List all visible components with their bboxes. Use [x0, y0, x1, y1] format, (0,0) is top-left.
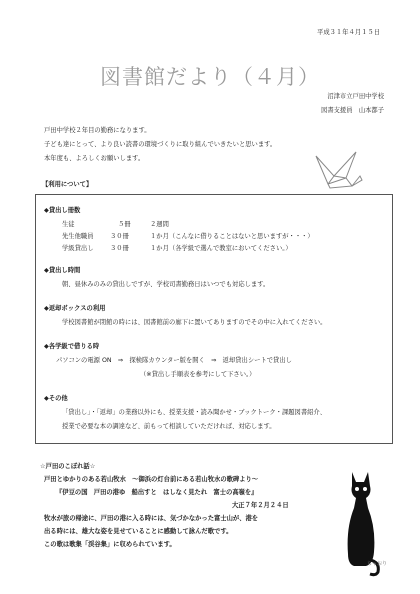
- intro-line-2: 子ども達にとって、より良い読書の環境づくりに取り組んでいきたいと思います。: [44, 141, 277, 148]
- author-name: 図書支援員 山本都子: [321, 107, 384, 114]
- loan-period: ２週間: [150, 221, 169, 228]
- intro-line-3: 本年度も、よろしくお願いします。: [44, 155, 145, 162]
- paper-crane-icon: [308, 146, 368, 196]
- story-line-4: 牧水が旅の帰途に、戸田の港に入る時には、気づかなかった富士山が、港を: [44, 515, 259, 522]
- story-line-5: 出る時には、雄大な姿を見せていることに感動して詠んだ歌です。: [44, 528, 233, 535]
- loan-count: ３０冊: [110, 233, 129, 240]
- class-borrow-flow: パソコンの電源 ON ⇒ 探検隊カウンター版を開く ⇒ 返却貸出シートで貸出し: [56, 357, 292, 364]
- loan-who: 生徒: [62, 221, 75, 228]
- issue-date: 平成３１年４月１５日: [317, 29, 380, 36]
- story-poem: 『伊豆の国 戸田の港ゆ 船出すと はしなく見たれ 富士の高嶺を』: [56, 489, 258, 496]
- hours-heading: ◆貸出し時間: [44, 267, 81, 274]
- hours-text: 朝、昼休みのみの貸出しですが、学校司書勤務日はいつでも対応します。: [62, 281, 270, 288]
- story-line-1: 戸田とゆかりのある若山牧水 ～御浜の灯台前にある若山牧水の歌碑より～: [44, 476, 259, 483]
- school-name: 沼津市立戸田中学校: [327, 93, 384, 100]
- artist-signature: ちゃおり: [367, 561, 388, 567]
- return-box-text: 学校図書館が閉館の時には、図書館前の廊下に置いてありますのでその中に入れてください。: [62, 319, 327, 326]
- loan-count: ３０冊: [110, 245, 129, 252]
- intro-line-1: 戸田中学校２年目の勤務になります。: [44, 127, 151, 134]
- loan-heading: ◆貸出し冊数: [44, 207, 81, 214]
- loan-period: １か月（こんなに借りることはないと思いますが・・・）: [150, 233, 314, 240]
- loan-count: ５冊: [118, 221, 131, 228]
- class-borrow-heading: ◆各学級で借りる時: [44, 343, 100, 350]
- loan-period: １か月（各学級で選んで教室においてください。）: [150, 245, 292, 252]
- class-borrow-note: （※貸出し手順表を参考にして下さい。）: [140, 371, 256, 378]
- other-line-2: 授業で必要な本の調達など、前もって相談していただければ、対応します。: [62, 423, 276, 430]
- return-box-heading: ◆返却ボックスの利用: [44, 305, 106, 312]
- story-heading: ☆戸田のこぼれ話☆: [40, 463, 96, 470]
- loan-who: 先生他職員: [62, 233, 94, 240]
- story-date: 大正７年２月２４日: [232, 502, 289, 509]
- usage-heading: 【利用について】: [42, 181, 93, 188]
- loan-who: 学級貸出し: [62, 245, 94, 252]
- story-line-6: この歌は歌集「渓谷集」に収められています。: [44, 541, 176, 548]
- other-heading: ◆その他: [44, 395, 68, 402]
- newsletter-title: 図書館だより（４月）: [100, 65, 320, 89]
- other-line-1: 「貸出し」・「返却」の業務以外にも、授業支援・読み聞かせ・ブックトーク・課題図書紹介、: [62, 409, 327, 416]
